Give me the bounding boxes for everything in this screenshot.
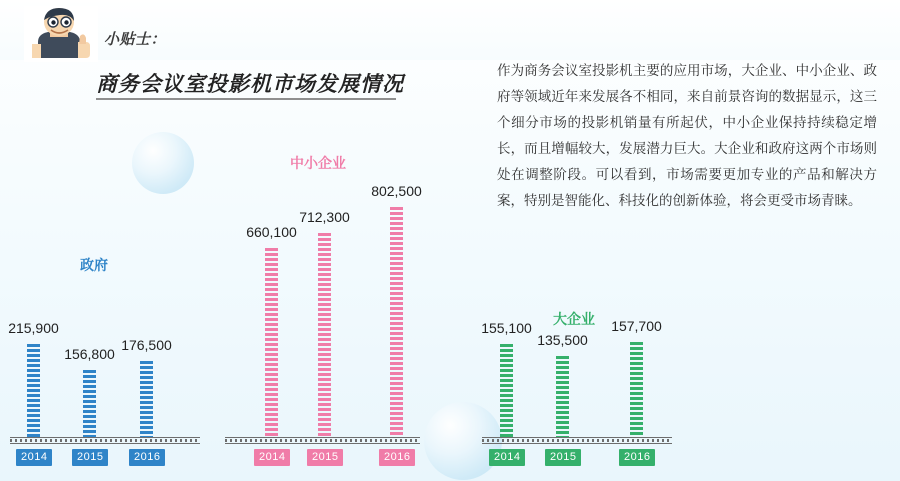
year-tag-2015: 2015 xyxy=(72,449,108,466)
bar-value-label: 802,500 xyxy=(371,183,422,199)
page-title: 商务会议室投影机市场发展情况 xyxy=(96,72,404,96)
year-tag-2014: 2014 xyxy=(489,449,525,466)
year-tag-2016: 2016 xyxy=(379,449,415,466)
bar xyxy=(265,248,278,437)
bar-value-label: 215,900 xyxy=(8,320,59,336)
bar-value-label: 135,500 xyxy=(537,332,588,348)
year-tag-2016: 2016 xyxy=(619,449,655,466)
axis-line-2 xyxy=(225,437,420,444)
bar-value-label: 155,100 xyxy=(481,320,532,336)
year-tag-2014: 2014 xyxy=(254,449,290,466)
body-paragraph: 作为商务会议室投影机主要的应用市场，大企业、中小企业、政府等领域近年来发展各不相同，来自前景咨询的数据显示，这三个细分市场的投影机销量有所起伏，中小企业保持持续稳定增长，而且增幅较大，发展潜力巨大。大企业和政府这两个市场则处在调整阶段。可以看到，市场需要更加专业的产品和解决方案，特别是智能化、科技化的创新体验，将会更受市场青睐。 xyxy=(497,63,877,209)
year-tag-2015: 2015 xyxy=(307,449,343,466)
series-title-2: 中小企业 xyxy=(290,155,346,171)
bar-value-label: 660,100 xyxy=(246,224,297,240)
series-title-3: 大企业 xyxy=(553,311,595,327)
axis-line-1 xyxy=(10,437,200,444)
bar xyxy=(630,342,643,437)
bar-value-label: 176,500 xyxy=(121,337,172,353)
bar-value-label: 712,300 xyxy=(299,209,350,225)
bar xyxy=(140,361,153,437)
axis-line-3 xyxy=(482,437,672,444)
year-tag-2016: 2016 xyxy=(129,449,165,466)
bar xyxy=(556,356,569,437)
bar xyxy=(318,233,331,437)
bar xyxy=(27,344,40,437)
bar-value-label: 157,700 xyxy=(611,318,662,334)
series-title-1: 政府 xyxy=(80,257,108,273)
year-tag-2014: 2014 xyxy=(16,449,52,466)
bar xyxy=(83,370,96,437)
tip-label: 小贴士： xyxy=(104,32,167,48)
bar-value-label: 156,800 xyxy=(64,346,115,362)
year-tag-2015: 2015 xyxy=(545,449,581,466)
bar xyxy=(390,207,403,437)
bar xyxy=(500,344,513,437)
